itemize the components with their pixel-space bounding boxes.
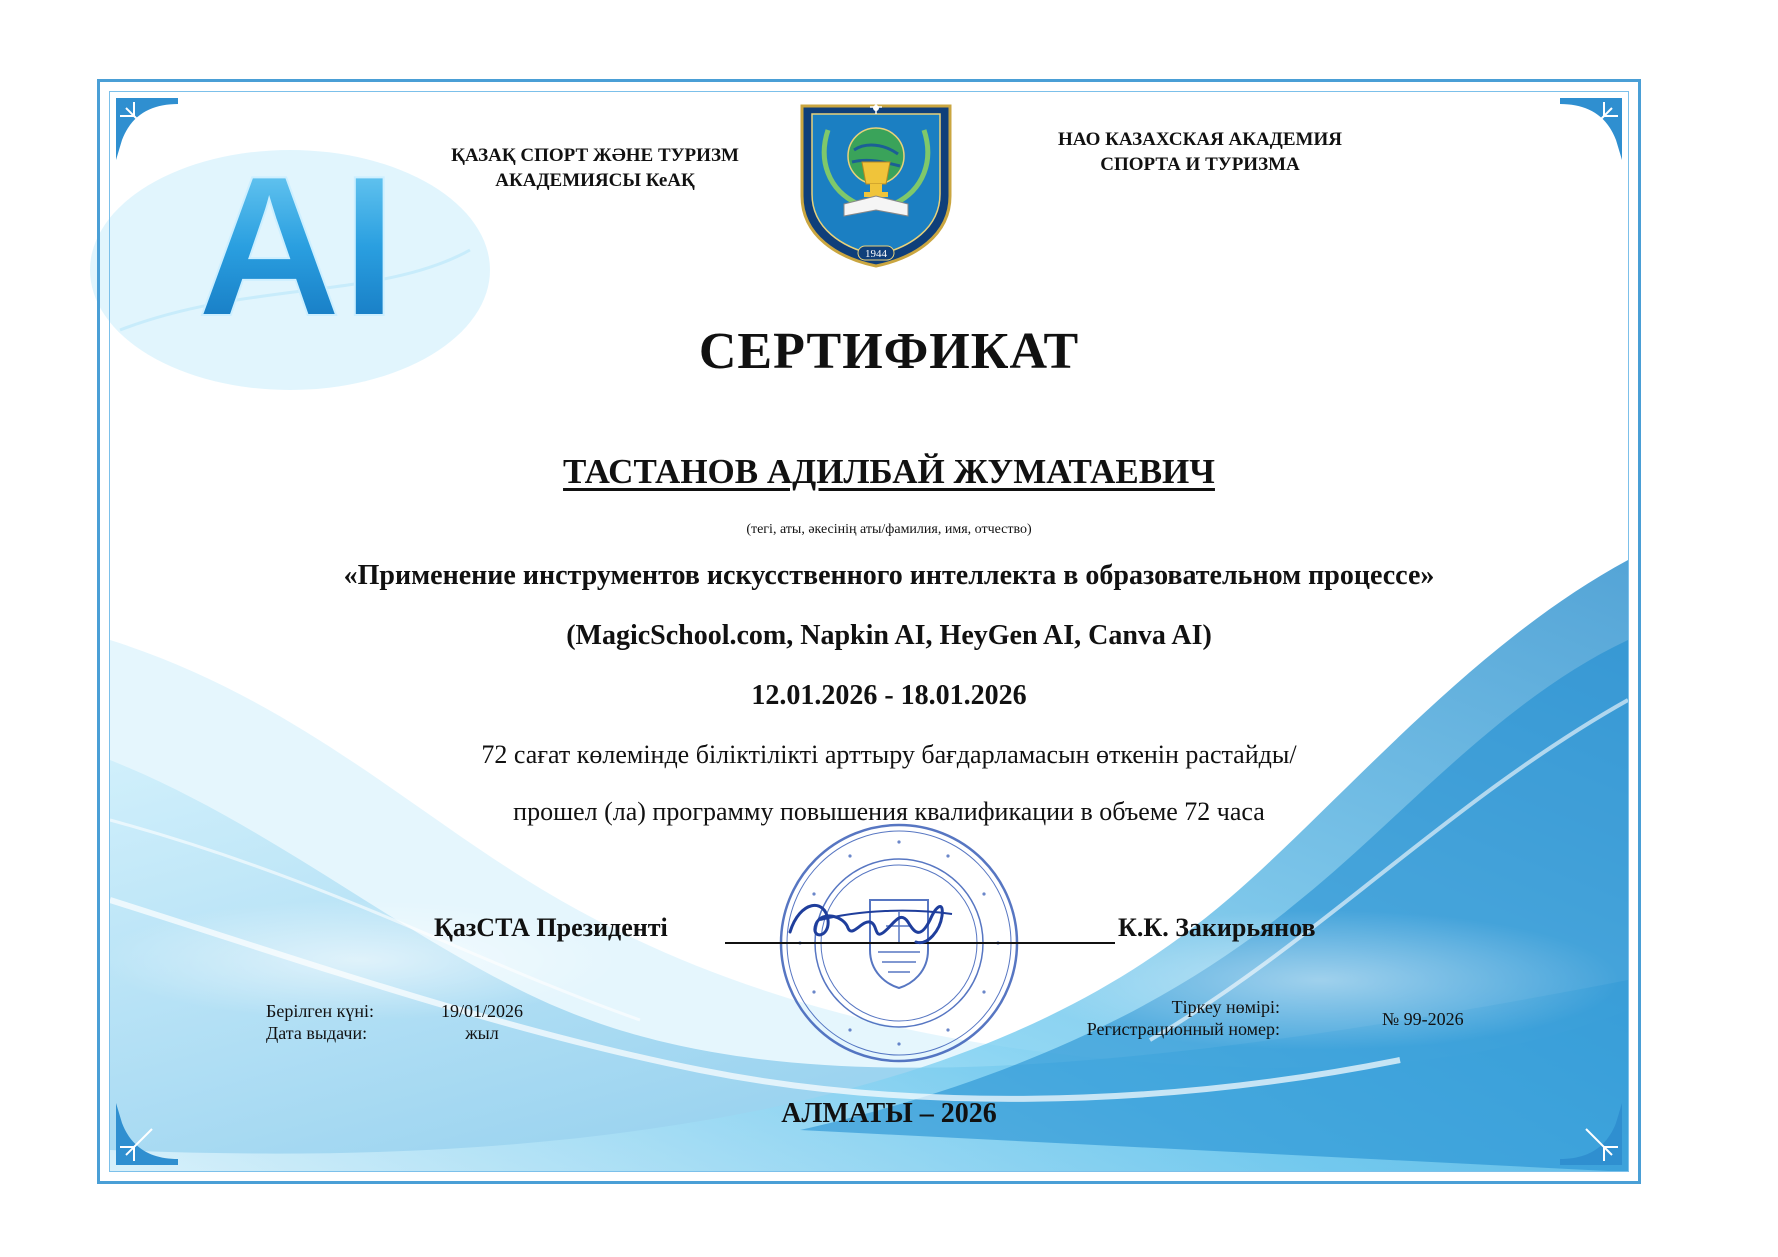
issue-year-word: жыл — [465, 1023, 499, 1043]
header-left-line1: ҚАЗАҚ СПОРТ ЖӘНЕ ТУРИЗМ — [451, 145, 739, 166]
recipient-name-hint: (тегі, аты, әкесінің аты/фамилия, имя, отчество) — [746, 522, 1032, 537]
header-right-line2: СПОРТА И ТУРИЗМА — [1100, 154, 1300, 175]
issue-date-label-kz: Берілген күні: — [266, 1001, 374, 1021]
statement-ru: прошел (ла) программу повышения квалификации в объеме 72 часа — [513, 797, 1265, 826]
recipient-name-line — [0, 452, 1778, 492]
ai-logo — [182, 155, 412, 330]
certificate-title: СЕРТИФИКАТ — [698, 323, 1080, 380]
course-tools: (MagicSchool.com, Napkin AI, HeyGen AI, Canva AI) — [566, 620, 1212, 651]
emblem-year: 1944 — [865, 248, 887, 260]
recipient-name: ТАСТАНОВ АДИЛБАЙ ЖУМАТАЕВИЧ — [563, 452, 1215, 491]
corner-ornament-top-left — [112, 94, 182, 164]
academy-emblem — [788, 100, 964, 270]
course-dates: 12.01.2026 - 18.01.2026 — [751, 680, 1027, 711]
handwritten-signature — [770, 880, 970, 960]
signatory-name: К.К. Закирьянов — [1118, 913, 1316, 942]
header-right-line1: НАО КАЗАХСКАЯ АКАДЕМИЯ — [1058, 129, 1342, 150]
issue-date-label-ru: Дата выдачи: — [266, 1023, 368, 1043]
registration-label-kz: Тіркеу нөмірі: — [1171, 997, 1280, 1017]
header-left-line2: АКАДЕМИЯСЫ КеАҚ — [495, 170, 695, 191]
issue-date: 19/01/2026 — [440, 1001, 523, 1021]
registration-number: № 99-2026 — [1382, 1009, 1464, 1029]
issue-date-value — [432, 1000, 532, 1044]
ai-logo-text: AI — [197, 155, 397, 330]
course-title: «Применение инструментов искусственного интеллекта в образовательном процессе» — [343, 560, 1435, 591]
signature-label: ҚазСТА Президенті — [434, 913, 668, 942]
issue-date-labels — [266, 1000, 374, 1044]
header-right-ru — [1010, 127, 1390, 177]
corner-ornament-top-right — [1556, 94, 1626, 164]
city-year: АЛМАТЫ – 2026 — [781, 1098, 997, 1129]
registration-label-ru: Регистрационный номер: — [1086, 1019, 1280, 1039]
registration-labels — [1060, 996, 1280, 1040]
statement-kz: 72 сағат көлемінде біліктілікті арттыру бағдарламасын өткенін растайды/ — [481, 740, 1297, 769]
header-left-kz — [420, 143, 770, 193]
